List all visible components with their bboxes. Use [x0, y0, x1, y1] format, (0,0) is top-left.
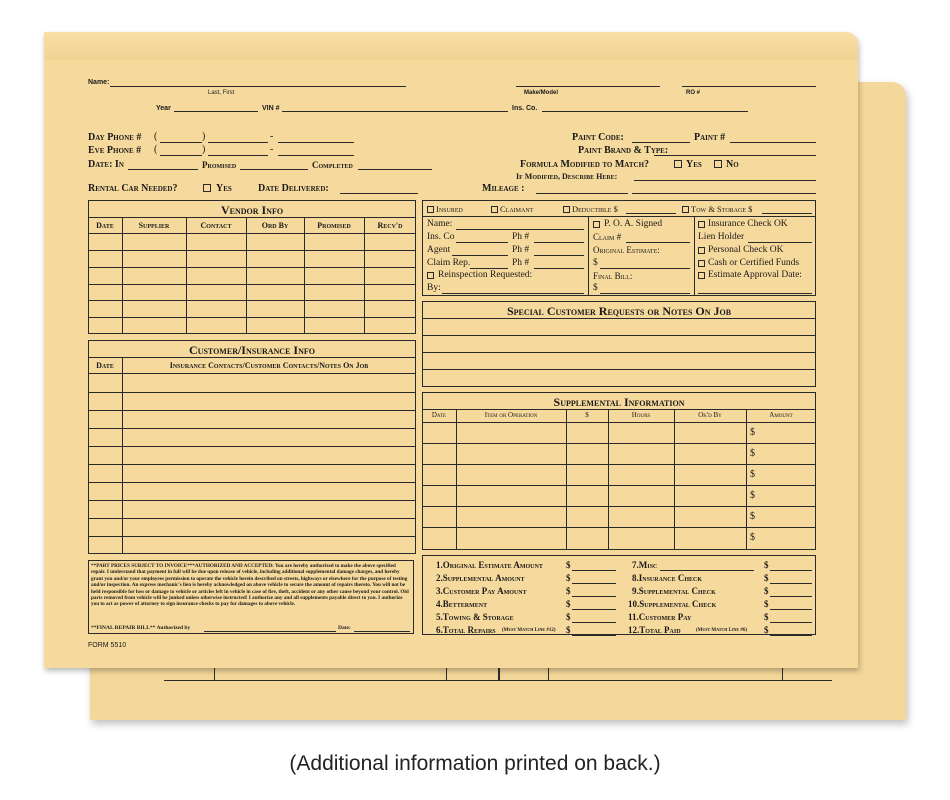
- eve-phone-area[interactable]: [160, 155, 202, 156]
- vendor-info-title: Vendor Info: [220, 203, 284, 217]
- claim-rep-field[interactable]: [470, 268, 508, 269]
- insurance-co-phone[interactable]: [534, 242, 584, 243]
- insured-name-field[interactable]: [456, 229, 584, 230]
- lien-holder-field[interactable]: [748, 242, 812, 243]
- rental-yes-checkbox[interactable]: [203, 184, 211, 192]
- folder-top-flap: [44, 32, 858, 60]
- supplemental-title: Supplemental Information: [553, 395, 685, 409]
- formula-no-checkbox[interactable]: [714, 160, 722, 168]
- reinspection-checkbox[interactable]: [427, 272, 434, 279]
- mileage-extra-field[interactable]: [632, 193, 816, 194]
- special-requests-title: Special Customer Requests or Notes On Job: [506, 304, 732, 318]
- mileage-field[interactable]: [536, 193, 628, 194]
- name-label: Name:: [88, 79, 110, 86]
- claim-number-field[interactable]: [626, 242, 690, 243]
- total-line-9[interactable]: [770, 596, 812, 597]
- final-bill-date[interactable]: [354, 631, 410, 632]
- total-line-7[interactable]: [770, 570, 812, 571]
- eve-phone-prefix[interactable]: [208, 155, 268, 156]
- paint-number-field[interactable]: [730, 142, 816, 143]
- tow-checkbox[interactable]: [682, 206, 689, 213]
- modified-description-field[interactable]: [634, 180, 816, 181]
- deductible-checkbox[interactable]: [563, 206, 570, 213]
- disclaimer-text: **PART PRICES SUBJECT TO INVOICE***AUTHORIZED AND ACCEPTED: You are hereby authorized to make the above specified repair. I understand that payment in full will be due upon release of vehicle, including additional supplemental damage charges, and hereby grant you and/or your employees permission to operate the vehicle herein described on streets, highways or elsewhere for the purpose of testing and/or inspection. An express mechanic's lien is hereby acknowledged on above vehicle to secure the amount of repairs thereto. You will not be held responsible for loss or damage to vehicle or articles left in vehicle in case of fire, theft, accident or any other cause beyond your control. Old parts removed from vehicle will be junked unless otherwise instructed! I authorize any and all supplements payable direct to you. I authorize you to act as power of attorney to sign insurance checks to pay for damages to above vehicle.: [91, 563, 409, 608]
- insurance-check-ok-checkbox[interactable]: [698, 221, 705, 228]
- tow-field[interactable]: [762, 213, 812, 214]
- eve-phone-number[interactable]: [278, 155, 354, 156]
- claimant-checkbox[interactable]: [491, 206, 498, 213]
- day-phone-area[interactable]: [160, 142, 202, 143]
- day-phone-number[interactable]: [278, 142, 354, 143]
- agent-field[interactable]: [452, 255, 508, 256]
- form-number: FORM 5510: [88, 642, 127, 649]
- paint-code-field[interactable]: [632, 142, 690, 143]
- agent-phone[interactable]: [534, 255, 584, 256]
- paint-brand-field[interactable]: [654, 155, 816, 156]
- total-line-1[interactable]: [572, 570, 616, 571]
- year-field[interactable]: [174, 111, 258, 112]
- misc-description-field[interactable]: [660, 570, 754, 571]
- total-line-12[interactable]: [770, 635, 812, 636]
- total-line-6[interactable]: [572, 635, 616, 636]
- vin-field[interactable]: [282, 111, 508, 112]
- name-field[interactable]: [110, 86, 406, 87]
- day-phone-prefix[interactable]: [208, 142, 268, 143]
- total-line-10[interactable]: [770, 609, 812, 610]
- total-line-4[interactable]: [572, 609, 616, 610]
- final-bill-field[interactable]: [600, 293, 690, 294]
- total-line-3[interactable]: [572, 596, 616, 597]
- estimate-approval-checkbox[interactable]: [698, 272, 705, 279]
- estimate-approval-field[interactable]: [698, 293, 812, 294]
- date-in-field[interactable]: [128, 169, 198, 170]
- reinspection-by-field[interactable]: [442, 293, 584, 294]
- ins-co-field[interactable]: [542, 111, 748, 112]
- deductible-field[interactable]: [626, 213, 676, 214]
- total-line-8[interactable]: [770, 583, 812, 584]
- cash-checkbox[interactable]: [698, 260, 705, 267]
- poa-checkbox[interactable]: [593, 221, 600, 228]
- caption: (Additional information printed on back.): [289, 752, 661, 775]
- insured-checkbox[interactable]: [427, 206, 434, 213]
- back-fold-line: [164, 680, 832, 681]
- final-bill-signature[interactable]: [204, 631, 336, 632]
- total-line-2[interactable]: [572, 583, 616, 584]
- formula-yes-checkbox[interactable]: [674, 160, 682, 168]
- claim-rep-phone[interactable]: [534, 268, 584, 269]
- completed-field[interactable]: [358, 169, 432, 170]
- date-delivered-field[interactable]: [340, 193, 418, 194]
- total-line-5[interactable]: [572, 622, 616, 623]
- personal-check-checkbox[interactable]: [698, 247, 705, 254]
- total-line-11[interactable]: [770, 622, 812, 623]
- original-estimate-field[interactable]: [600, 268, 690, 269]
- promised-field[interactable]: [240, 169, 308, 170]
- make-model-field[interactable]: [516, 86, 660, 87]
- customer-insurance-title: Customer/Insurance Info: [189, 343, 315, 357]
- ro-field[interactable]: [682, 86, 816, 87]
- insurance-co-field[interactable]: [456, 242, 508, 243]
